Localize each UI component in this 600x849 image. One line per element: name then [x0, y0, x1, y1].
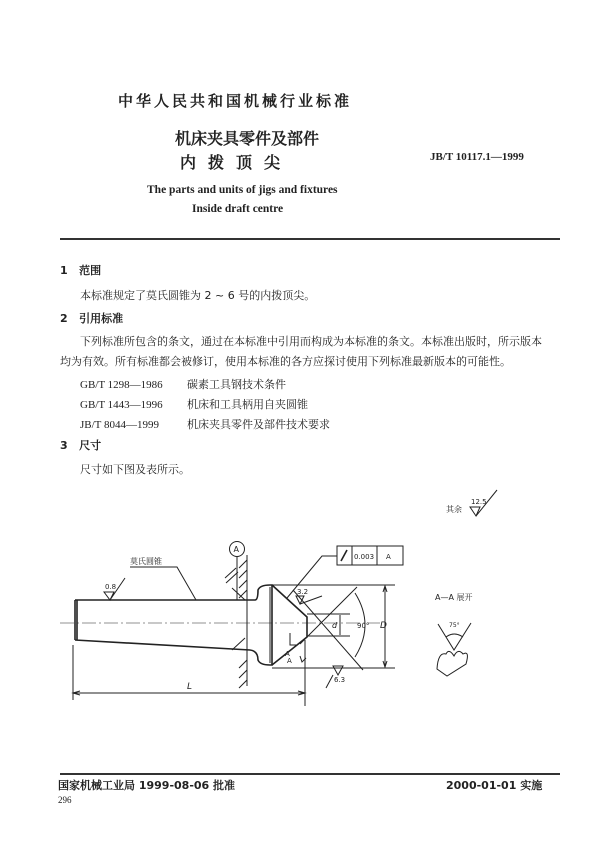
footer-effective: 2000-01-01 实施 [446, 779, 543, 792]
section-label: A—A 展开 [435, 593, 473, 602]
tooth-profile-icon [437, 651, 467, 676]
footer-rule [60, 773, 560, 775]
footer-issuer: 国家机械工业局 1999-08-06 批准 [58, 779, 236, 792]
reference-item: GB/T 1443—1996 机床和工具柄用自夹圆锥 [80, 398, 308, 411]
roughness-cone: 3.2 [297, 588, 309, 596]
dim-d: d [332, 621, 338, 630]
tolerance-value: 0.003 [354, 553, 375, 561]
section-marker: A [285, 650, 290, 658]
page-number: 296 [58, 795, 72, 805]
section-2-text-line2: 均为有效。所有标准都会被修订，使用本标准的各方应探讨使用下列标准最新版本的可能性。 [60, 355, 511, 368]
shank-outline [75, 600, 255, 650]
section-3-text: 尺寸如下图及表所示。 [80, 463, 190, 476]
reference-item: JB/T 8044—1999 机床夹具零件及部件技术要求 [80, 418, 330, 431]
section-1-text: 本标准规定了莫氏圆锥为 2 ~ 6 号的内拨顶尖。 [80, 289, 316, 302]
org-standard-header: 中华人民共和国机械行业标准 [118, 92, 353, 110]
reference-item: GB/T 1298—1986 碳素工具钢技术条件 [80, 378, 286, 391]
taper-label: 莫氏圆锥 [130, 557, 162, 566]
standard-code: JB/T 10117.1—1999 [430, 151, 524, 163]
dim-D: D [380, 621, 387, 631]
section-1-heading: 1 范围 [60, 264, 102, 277]
title-en-line1: The parts and units of jigs and fixtures [147, 184, 338, 196]
section-3-heading: 3 尺寸 [60, 439, 102, 452]
title-en-line2: Inside draft centre [192, 203, 284, 215]
remaining-roughness-value: 12.5 [471, 498, 487, 506]
dim-L: L [187, 682, 193, 692]
title-cn-line2: 内拨顶尖 [180, 153, 293, 172]
runout-icon [341, 550, 347, 561]
angle-cone: 90° [357, 622, 370, 630]
angle-tooth: 75° [449, 622, 460, 629]
tolerance-datum: A [386, 553, 391, 561]
datum-label: A [233, 545, 239, 554]
title-cn-line1: 机床夹具零件及部件 [175, 129, 320, 148]
roughness-face: 6.3 [334, 676, 346, 684]
section-marker: A [287, 657, 292, 665]
section-2-heading: 2 引用标准 [60, 312, 124, 325]
roughness-shank: 0.8 [105, 583, 117, 591]
remaining-roughness-label: 其余 [446, 505, 462, 514]
section-2-text-line1: 下列标准所包含的条文，通过在本标准中引用而构成为本标准的条文。本标准出版时，所示版本 [80, 335, 542, 348]
